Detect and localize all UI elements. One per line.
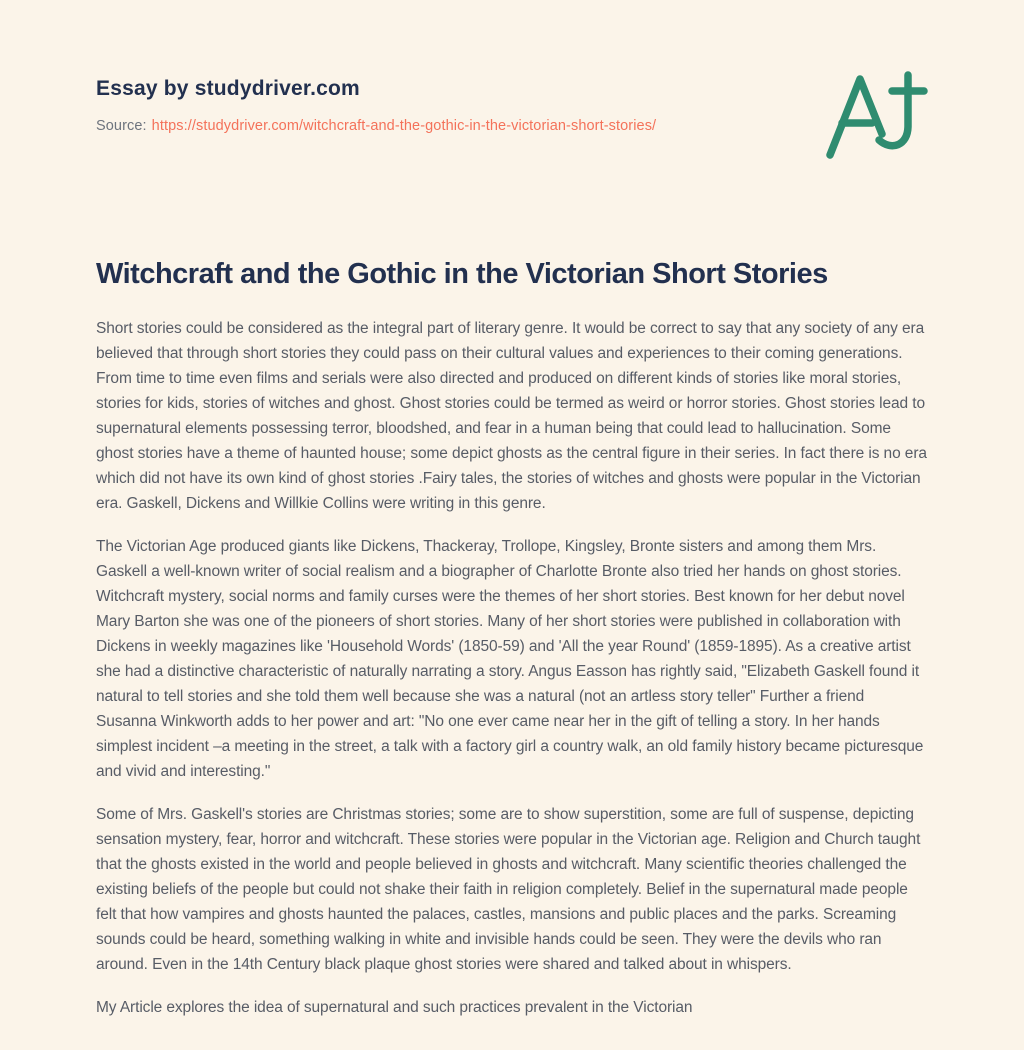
article-paragraph: My Article explores the idea of supernatural and such practices prevalent in the Victorian: [96, 999, 693, 1016]
article-body: [96, 316, 928, 1020]
page-header: [96, 76, 928, 136]
source-line: [96, 116, 928, 136]
source-url-link[interactable]: https://studydriver.com/witchcraft-and-the-gothic-in-the-victorian-short-stories/: [151, 118, 657, 134]
studydriver-logo-icon: [824, 70, 928, 160]
article: [96, 256, 928, 1020]
article-paragraph: The Victorian Age produced giants like Dickens, Thackeray, Trollope, Kingsley, Bronte sisters and among them Mrs. Gaskell a well-known writer of social realism and a biographer of Charlotte Bronte also tried her hands on ghost stories. Witchcraft mystery, social norms and family curses were the themes of her short stories. Best known for her debut novel Mary Barton she was one of the pioneers of short stories. Many of her short stories were published in collaboration with Dickens in weekly magazines like 'Household Words' (1850-59) and 'All the year Round' (1859-1895). As a creative artist she had a distinctive characteristic of naturally narrating a story. Angus Easson has rightly said, "Elizabeth Gaskell found it natural to tell stories and she told them well because she was a natural (not an artless story teller" Further a friend Susanna Winkworth adds to her power and art: "No one ever came near her in the gift of telling a story. In her hands simplest incident –a meeting in the street, a talk with a factory girl a country walk, an old family history became picturesque and vivid and interesting.": [96, 538, 924, 780]
byline: Essay by studydriver.com: [96, 77, 360, 100]
article-paragraph: Some of Mrs. Gaskell's stories are Christmas stories; some are to show superstition, some are full of suspense, depicting sensation mystery, fear, horror and witchcraft. These stories were popular in the Victorian age. Religion and Church taught that the ghosts existed in the world and people believed in ghosts and witchcraft. Many scientific theories challenged the existing beliefs of the people but could not shake their faith in religion completely. Belief in the supernatural made people felt that how vampires and ghosts haunted the palaces, castles, mansions and public places and the parks. Screaming sounds could be heard, something walking in white and invisible hands could be seen. They were the devils who ran around. Even in the 14th Century black plaque ghost stories were shared and talked about in whispers.: [96, 806, 921, 973]
source-label: Source:: [96, 118, 147, 134]
article-title: Witchcraft and the Gothic in the Victorian Short Stories: [96, 258, 828, 290]
article-paragraph: Short stories could be considered as the integral part of literary genre. It would be correct to say that any society of any era believed that through short stories they could pass on their cultural values and experiences to their coming generations. From time to time even films and serials were also directed and produced on different kinds of stories like moral stories, stories for kids, stories of witches and ghost. Ghost stories could be termed as weird or horror stories. Ghost stories lead to supernatural elements possessing terror, bloodshed, and fear in a human being that could lead to hallucination. Some ghost stories have a theme of haunted house; some depict ghosts as the central figure in their series. In fact there is no era which did not have its own kind of ghost stories .Fairy tales, the stories of witches and ghosts were popular in the Victorian era. Gaskell, Dickens and Willkie Collins were writing in this genre.: [96, 320, 927, 512]
